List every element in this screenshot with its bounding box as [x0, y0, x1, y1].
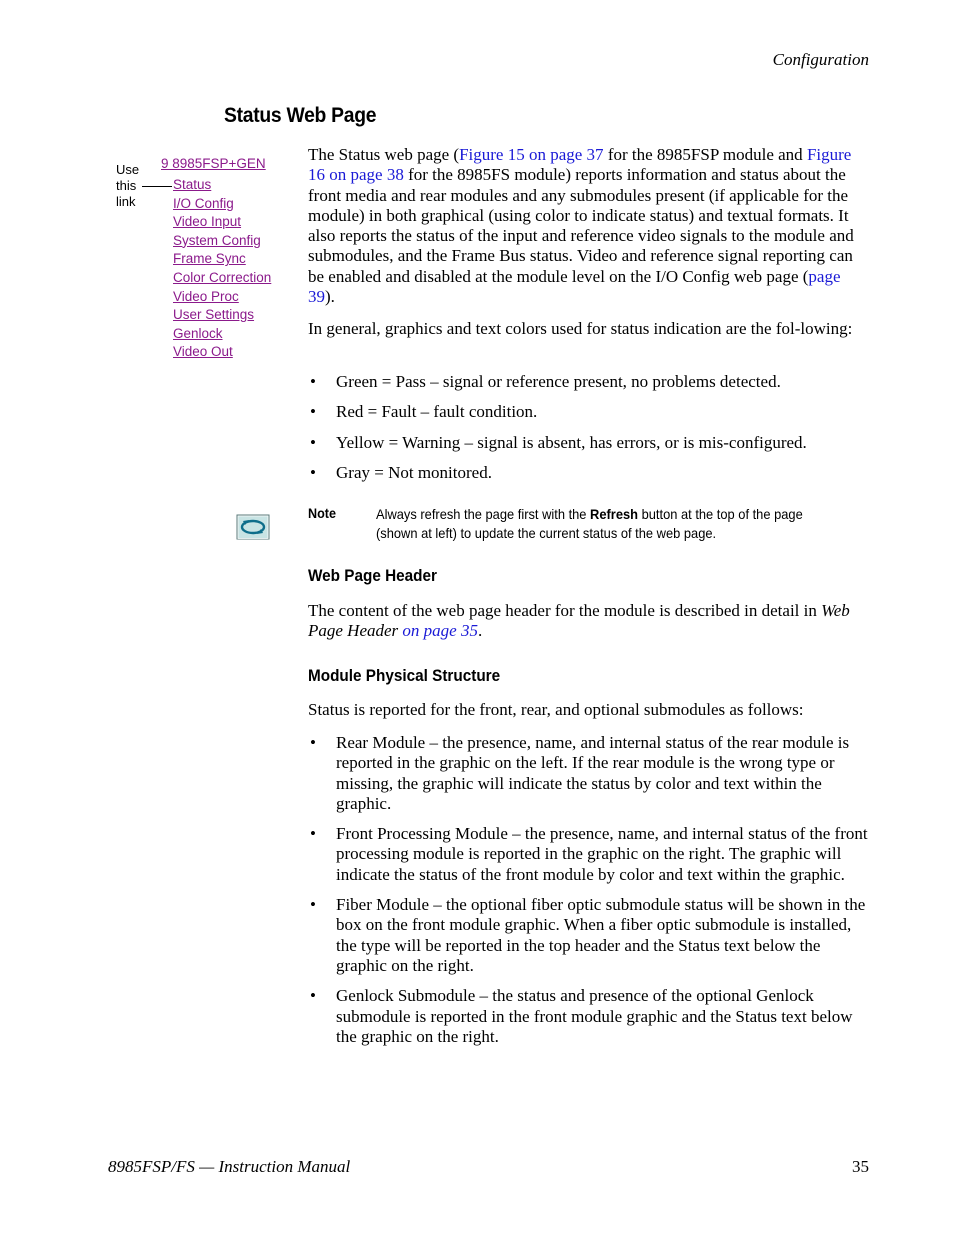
note-bold-refresh: Refresh — [590, 506, 639, 522]
nav-item-user-settings[interactable]: User Settings — [173, 307, 255, 323]
wph-italic: Web Page Header — [308, 601, 850, 641]
module-structure-intro: Status is reported for the front, rear, and optional submodules as follows: — [308, 700, 804, 719]
note-label: Note — [308, 505, 337, 521]
refresh-icon — [236, 514, 270, 540]
color-bullet-list — [308, 372, 868, 483]
intro-text-3: for the 8985FS module) reports information and status about the front media and rear modules and any submodules present (if applicable for the module) in both graphical (using color to indicate status) and textual formats. It also reports the status of the input and reference video signals to the module and submodules, and the Frame Bus status. Video and reference signal reporting can be enabled and disabled at the module level on the I/O Config web page ( — [308, 165, 854, 286]
nav-root-link[interactable]: 9 8985FSP+GEN — [161, 156, 266, 171]
nav-item-system-config[interactable]: System Config — [173, 232, 261, 248]
bullet-red: • Red = Fault – fault condition. — [308, 402, 868, 422]
wph-text-1: The content of the web page header for the module is described in detail in — [308, 601, 822, 620]
intro-paragraph — [308, 145, 868, 307]
callout-line-1: Use — [116, 162, 140, 177]
module-bullet-list — [308, 733, 868, 1047]
section-title: Status Web Page — [224, 104, 377, 127]
note-text — [376, 505, 808, 543]
bullet-gray: • Gray = Not monitored. — [308, 463, 868, 483]
web-page-header-paragraph — [308, 601, 868, 642]
nav-list — [173, 176, 271, 362]
web-page-header-heading: Web Page Header — [308, 566, 437, 585]
wph-text-2: . — [477, 621, 483, 641]
page-39-link[interactable]: page 39 — [308, 266, 841, 307]
nav-item-genlock[interactable]: Genlock — [173, 325, 223, 341]
intro-text-1: The Status web page ( — [308, 145, 460, 164]
bullet-green: • Green = Pass – signal or reference present, no problems detected. — [308, 372, 868, 392]
note-text-1: Always refresh the page first with the — [376, 506, 591, 522]
bullet-fiber-module: • Fiber Module – the optional fiber optic submodule status will be shown in the box on the front module graphic. When a fiber optic submodule is installed, the type will be reported in the top header and the Status text below the graphic on the right. — [308, 895, 868, 976]
bullet-rear-module: • Rear Module – the presence, name, and internal status of the rear module is reported in the graphic on the left. If the rear module is the wrong type or missing, the graphic will indicate the status by color and text within the graphic. — [308, 733, 868, 814]
colors-intro: In general, graphics and text colors used for status indication are the fol-lowing: — [308, 319, 853, 338]
nav-item-frame-sync[interactable]: Frame Sync — [173, 251, 246, 267]
bullet-genlock-submodule: • Genlock Submodule – the status and presence of the optional Genlock submodule is reported in the front module graphic and the Status text below the graphic on the right. — [308, 986, 868, 1047]
figure-15-link[interactable]: Figure 15 on page 37 — [459, 145, 604, 164]
footer-page-number: 35 — [852, 1157, 869, 1176]
nav-screenshot — [114, 156, 284, 366]
figure-16-link[interactable]: Figure 16 on page 38 — [308, 145, 852, 185]
callout-line-2: this — [116, 178, 137, 193]
nav-item-io-config[interactable]: I/O Config — [173, 195, 234, 211]
bullet-yellow: • Yellow = Warning – signal is absent, has errors, or is mis-configured. — [308, 433, 868, 453]
nav-item-video-out[interactable]: Video Out — [173, 344, 233, 360]
callout-line-3: link — [116, 194, 136, 209]
note-text-2: button at the top of the page (shown at left) to update the current status of the web page. — [376, 506, 803, 541]
nav-item-status[interactable]: Status — [173, 177, 212, 192]
intro-text-2: for the 8985FSP module and — [603, 145, 807, 164]
nav-callout — [116, 162, 139, 210]
nav-item-color-correction[interactable]: Color Correction — [173, 269, 272, 285]
module-structure-heading: Module Physical Structure — [308, 666, 501, 685]
nav-item-video-proc[interactable]: Video Proc — [173, 288, 239, 304]
callout-leader-line — [142, 186, 172, 187]
intro-text-4: ). — [325, 287, 335, 307]
nav-item-video-input[interactable]: Video Input — [173, 214, 242, 230]
footer-manual-title: 8985FSP/FS — Instruction Manual — [108, 1157, 351, 1176]
wph-page-link[interactable]: on page 35 — [398, 621, 478, 641]
bullet-front-module: • Front Processing Module – the presence, name, and internal status of the front processing module is reported in the graphic on the right. The graphic will indicate the status of the front module by color and text within the graphic. — [308, 824, 868, 885]
running-head: Configuration — [772, 50, 869, 69]
